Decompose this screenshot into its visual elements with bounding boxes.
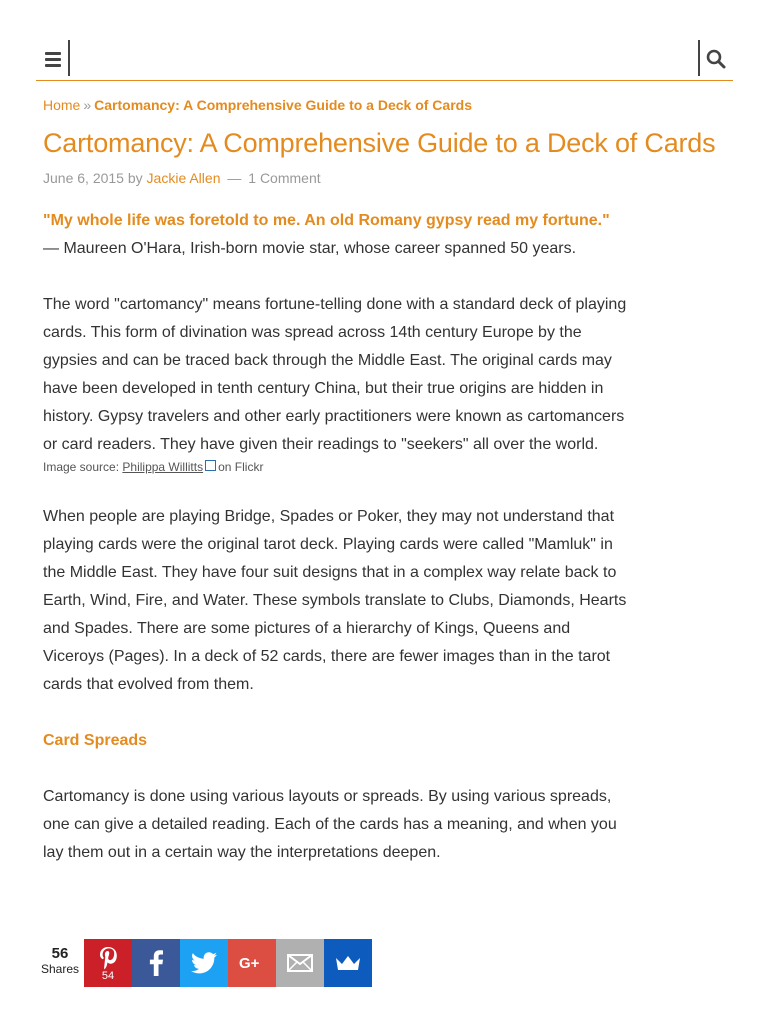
post-meta [43, 170, 321, 186]
share-bar [36, 939, 372, 987]
breadcrumb-current: Cartomancy: A Comprehensive Guide to a Deck of Cards [94, 97, 472, 113]
search-icon[interactable] [705, 48, 727, 70]
breadcrumb [43, 97, 472, 113]
hamburger-menu-icon[interactable] [42, 48, 64, 70]
email-share-button[interactable] [276, 939, 324, 987]
image-source-label: Image source: [43, 460, 120, 474]
top-bar [36, 40, 733, 81]
divider [68, 40, 70, 76]
page-title: Cartomancy: A Comprehensive Guide to a Deck of Cards [43, 128, 716, 158]
pinterest-count: 54 [101, 970, 115, 982]
breadcrumb-home-link[interactable]: Home [43, 97, 81, 113]
share-total: 56 [51, 945, 69, 962]
facebook-icon [148, 950, 164, 976]
twitter-share-button[interactable] [180, 939, 228, 987]
share-label: Shares [40, 962, 80, 976]
image-source-link[interactable]: Philippa Willitts [122, 460, 204, 474]
by-label: by [127, 170, 143, 186]
googleplus-share-button[interactable] [228, 939, 276, 987]
quote-attribution: — Maureen O'Hara, Irish-born movie star, whose career spanned 50 years. [43, 240, 577, 257]
paragraph: When people are playing Bridge, Spades or Poker, they may not understand that playing cards were the original tarot deck. Playing cards were called "Mamluk" in the Middle East. They have four suit designs that in a complex way relate back to Earth, Wind, Fire, and Water. These symbols translate to Clubs, Diamonds, Hearts and Spades. There are some pictures of a hierarchy of Kings, Queens and Viceroys (Pages). In a deck of 52 cards, there are fewer images than in the tarot cards that evolved from them. [43, 508, 627, 693]
author-link[interactable]: Jackie Allen [146, 170, 221, 186]
image-source-suffix: on Flickr [218, 460, 264, 474]
twitter-icon [191, 952, 217, 974]
external-link-icon [205, 460, 216, 471]
pinterest-share-button[interactable] [84, 939, 132, 987]
googleplus-icon [238, 953, 266, 973]
breadcrumb-separator: » [83, 97, 92, 113]
paragraph: Cartomancy is done using various layouts or spreads. By using various spreads, one can give a detailed reading. Each of the cards has a meaning, and when you lay them out in a certain way the interpretations deepen. [43, 788, 617, 861]
pinterest-icon [98, 945, 118, 971]
paragraph: The word "cartomancy" means fortune-telling done with a standard deck of playing cards. This form of divination was spread across 14th century Europe by the gypsies and can be traced back through the Middle East. The original cards may have been developed in tenth century China, but their true origins are hidden in history. Gypsy travelers and other early practitioners were known as cartomancers or card readers. They have given their readings to "seekers" all over the world. [43, 296, 627, 453]
crown-icon [334, 954, 362, 972]
facebook-share-button[interactable] [132, 939, 180, 987]
article-body [43, 207, 633, 867]
svg-text:G+: G+ [239, 955, 260, 972]
meta-dash: — [227, 170, 242, 186]
comments-link[interactable]: 1 Comment [248, 170, 321, 186]
pull-quote: "My whole life was foretold to me. An old Romany gypsy read my fortune." [43, 212, 610, 229]
email-icon [287, 954, 313, 972]
share-count [36, 939, 84, 987]
section-heading: Card Spreads [43, 732, 148, 749]
sumome-share-button[interactable] [324, 939, 372, 987]
image-caption [43, 459, 633, 475]
post-date: June 6, 2015 [43, 170, 124, 186]
divider [698, 40, 700, 76]
